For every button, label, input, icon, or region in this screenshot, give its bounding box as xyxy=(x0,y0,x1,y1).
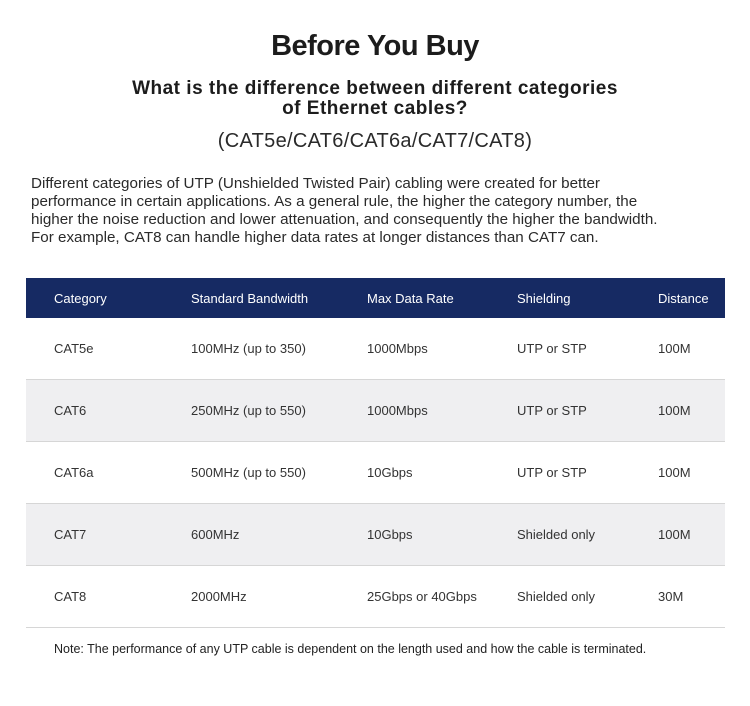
intro-line: higher the noise reduction and lower attenuation, and consequently the higher the bandwidth. xyxy=(31,211,658,228)
cell-data-rate: 10Gbps xyxy=(367,465,413,480)
header-distance: Distance xyxy=(658,290,709,306)
cell-data-rate: 10Gbps xyxy=(367,527,413,542)
cell-distance: 30M xyxy=(658,589,684,604)
table-row xyxy=(26,380,725,442)
cell-bandwidth: 500MHz (up to 550) xyxy=(191,465,306,480)
intro-line: For example, CAT8 can handle higher data rates at longer distances than CAT7 can. xyxy=(31,229,599,246)
intro-line: performance in certain applications. As a general rule, the higher the category number, the xyxy=(31,193,638,210)
intro-paragraph xyxy=(31,175,731,247)
cell-bandwidth: 100MHz (up to 350) xyxy=(191,341,306,356)
cell-distance: 100M xyxy=(658,465,691,480)
cell-shielding: UTP or STP xyxy=(517,465,587,480)
subtitle-line-1: What is the difference between different categories xyxy=(132,78,618,99)
table-row xyxy=(26,442,725,504)
categories-list: (CAT5e/CAT6/CAT6a/CAT7/CAT8) xyxy=(217,130,533,152)
cell-bandwidth: 250MHz (up to 550) xyxy=(191,403,306,418)
cell-distance: 100M xyxy=(658,341,691,356)
cell-category: CAT6a xyxy=(54,465,94,480)
table-header xyxy=(26,278,725,318)
cell-category: CAT7 xyxy=(54,527,87,542)
cell-distance: 100M xyxy=(658,527,691,542)
page-title: Before You Buy xyxy=(271,30,479,62)
comparison-table xyxy=(26,278,725,628)
cell-category: CAT6 xyxy=(54,403,87,418)
header-data-rate: Max Data Rate xyxy=(367,290,454,306)
cell-data-rate: 25Gbps or 40Gbps xyxy=(367,589,477,604)
header-shielding: Shielding xyxy=(517,290,571,306)
cell-distance: 100M xyxy=(658,403,691,418)
header-category: Category xyxy=(54,290,107,306)
cell-shielding: UTP or STP xyxy=(517,341,587,356)
cell-shielding: UTP or STP xyxy=(517,403,587,418)
cell-data-rate: 1000Mbps xyxy=(367,341,428,356)
cell-category: CAT8 xyxy=(54,589,87,604)
header-bandwidth: Standard Bandwidth xyxy=(191,290,309,306)
page-subtitle xyxy=(75,79,675,119)
footnote: Note: The performance of any UTP cable is dependent on the length used and how the cable is terminated. xyxy=(54,642,647,656)
cell-bandwidth: 600MHz xyxy=(191,527,240,542)
cell-shielding: Shielded only xyxy=(517,589,596,604)
table-row xyxy=(26,318,725,380)
cell-bandwidth: 2000MHz xyxy=(191,589,247,604)
cell-category: CAT5e xyxy=(54,341,94,356)
table-row xyxy=(26,566,725,628)
table-row xyxy=(26,504,725,566)
subtitle-line-2: of Ethernet cables? xyxy=(282,98,468,119)
cell-shielding: Shielded only xyxy=(517,527,596,542)
intro-line: Different categories of UTP (Unshielded Twisted Pair) cabling were created for better xyxy=(31,175,600,192)
cell-data-rate: 1000Mbps xyxy=(367,403,428,418)
